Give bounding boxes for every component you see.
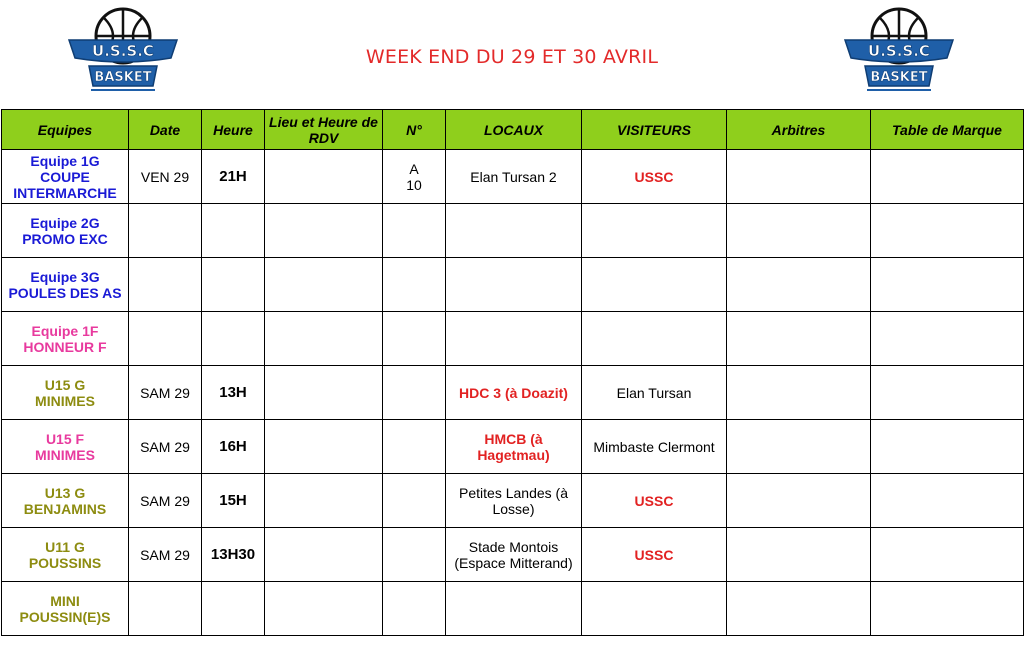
heure-cell: 13H	[202, 366, 265, 420]
date-cell: SAM 29	[129, 420, 202, 474]
date-cell	[129, 312, 202, 366]
date-cell: VEN 29	[129, 150, 202, 204]
num-cell	[383, 258, 446, 312]
team-cell	[2, 420, 129, 474]
visiteurs-cell: USSC	[582, 150, 727, 204]
team-name: Equipe 1G	[30, 152, 100, 169]
heure-cell: 15H	[202, 474, 265, 528]
rdv-cell	[265, 528, 383, 582]
team-cell	[2, 474, 129, 528]
team-division: POUSSIN(E)S	[19, 608, 111, 625]
locaux-cell	[446, 258, 582, 312]
locaux-cell: Petites Landes (à Losse)	[446, 474, 582, 528]
page-title: WEEK END DU 29 ET 30 AVRIL	[365, 46, 659, 68]
team-cell	[2, 150, 129, 204]
table-row	[2, 258, 1024, 312]
heure-cell	[202, 312, 265, 366]
table-row	[2, 204, 1024, 258]
team-division: BENJAMINS	[23, 500, 107, 517]
team-cell	[2, 312, 129, 366]
num-cell	[383, 528, 446, 582]
table-row	[2, 150, 1024, 204]
col-header-equipes: Equipes	[2, 110, 129, 150]
heure-cell	[202, 258, 265, 312]
arbitres-cell	[727, 420, 871, 474]
heure-cell	[202, 582, 265, 636]
team-division: HONNEUR F	[23, 338, 107, 355]
arbitres-cell	[727, 366, 871, 420]
arbitres-cell	[727, 528, 871, 582]
table-header-row	[2, 110, 1024, 150]
date-cell	[129, 258, 202, 312]
locaux-cell: HMCB (à Hagetmau)	[446, 420, 582, 474]
col-header-table-marque: Table de Marque	[871, 110, 1024, 150]
table-row	[2, 528, 1024, 582]
heure-cell: 13H30	[202, 528, 265, 582]
table-marque-cell	[871, 204, 1024, 258]
heure-cell: 21H	[202, 150, 265, 204]
visiteurs-cell: Elan Tursan	[582, 366, 727, 420]
team-cell	[2, 204, 129, 258]
team-name: U11 G	[45, 538, 85, 555]
table-row	[2, 366, 1024, 420]
table-row	[2, 582, 1024, 636]
team-division: POULES DES AS	[8, 284, 122, 301]
team-cell	[2, 582, 129, 636]
heure-cell: 16H	[202, 420, 265, 474]
rdv-cell	[265, 312, 383, 366]
visiteurs-cell	[582, 582, 727, 636]
team-cell	[2, 528, 129, 582]
rdv-cell	[265, 420, 383, 474]
num-cell: A 10	[383, 150, 446, 204]
svg-text:BASKET: BASKET	[870, 70, 928, 85]
num-cell	[383, 312, 446, 366]
date-cell	[129, 204, 202, 258]
rdv-cell	[265, 150, 383, 204]
visiteurs-cell: Mimbaste Clermont	[582, 420, 727, 474]
table-marque-cell	[871, 258, 1024, 312]
locaux-cell	[446, 204, 582, 258]
num-cell	[383, 474, 446, 528]
table-marque-cell	[871, 420, 1024, 474]
num-cell	[383, 204, 446, 258]
locaux-cell: Elan Tursan 2	[446, 150, 582, 204]
team-cell	[2, 258, 129, 312]
team-division: MINIMES	[35, 392, 95, 409]
team-division: MINIMES	[35, 446, 95, 463]
col-header-heure: Heure	[202, 110, 265, 150]
team-name: U15 G	[44, 376, 86, 393]
arbitres-cell	[727, 582, 871, 636]
col-header-numero: N°	[383, 110, 446, 150]
num-cell	[383, 366, 446, 420]
locaux-cell	[446, 582, 582, 636]
arbitres-cell	[727, 474, 871, 528]
team-name: U15 F	[45, 430, 85, 447]
arbitres-cell	[727, 258, 871, 312]
rdv-cell	[265, 258, 383, 312]
locaux-cell	[446, 312, 582, 366]
team-name: Equipe 1F	[31, 322, 99, 339]
col-header-locaux: LOCAUX	[446, 110, 582, 150]
visiteurs-cell	[582, 312, 727, 366]
visiteurs-cell	[582, 258, 727, 312]
team-name: MINI	[50, 592, 80, 609]
team-name: Equipe 2G	[30, 214, 100, 231]
team-division: COUPE	[40, 168, 90, 185]
date-cell: SAM 29	[129, 474, 202, 528]
table-row	[2, 474, 1024, 528]
arbitres-cell	[727, 150, 871, 204]
date-cell: SAM 29	[129, 366, 202, 420]
svg-text:BASKET: BASKET	[94, 70, 152, 85]
svg-text:U.S.S.C: U.S.S.C	[92, 42, 154, 60]
rdv-cell	[265, 366, 383, 420]
team-cell	[2, 366, 129, 420]
table-marque-cell	[871, 312, 1024, 366]
arbitres-cell	[727, 312, 871, 366]
num-cell	[383, 582, 446, 636]
date-cell	[129, 582, 202, 636]
num-cell	[383, 420, 446, 474]
locaux-cell: Stade Montois (Espace Mitterand)	[446, 528, 582, 582]
table-marque-cell	[871, 474, 1024, 528]
col-header-rdv: Lieu et Heure de RDV	[265, 110, 383, 150]
visiteurs-cell: USSC	[582, 528, 727, 582]
table-row	[2, 312, 1024, 366]
rdv-cell	[265, 204, 383, 258]
col-header-visiteurs: VISITEURS	[582, 110, 727, 150]
rdv-cell	[265, 582, 383, 636]
table-marque-cell	[871, 528, 1024, 582]
table-marque-cell	[871, 366, 1024, 420]
team-division: PROMO EXC	[22, 230, 108, 247]
team-division: POUSSINS	[28, 554, 102, 571]
team-name: Equipe 3G	[30, 268, 100, 285]
team-name: U13 G	[44, 484, 86, 501]
arbitres-cell	[727, 204, 871, 258]
col-header-arbitres: Arbitres	[727, 110, 871, 150]
heure-cell	[202, 204, 265, 258]
visiteurs-cell: USSC	[582, 474, 727, 528]
rdv-cell	[265, 474, 383, 528]
date-cell: SAM 29	[129, 528, 202, 582]
locaux-cell: HDC 3 (à Doazit)	[446, 366, 582, 420]
table-marque-cell	[871, 150, 1024, 204]
table-row	[2, 420, 1024, 474]
svg-text:U.S.S.C: U.S.S.C	[868, 42, 930, 60]
visiteurs-cell	[582, 204, 727, 258]
col-header-date: Date	[129, 110, 202, 150]
schedule-table	[1, 109, 1024, 636]
team-division-extra: INTERMARCHE	[13, 184, 117, 201]
table-marque-cell	[871, 582, 1024, 636]
